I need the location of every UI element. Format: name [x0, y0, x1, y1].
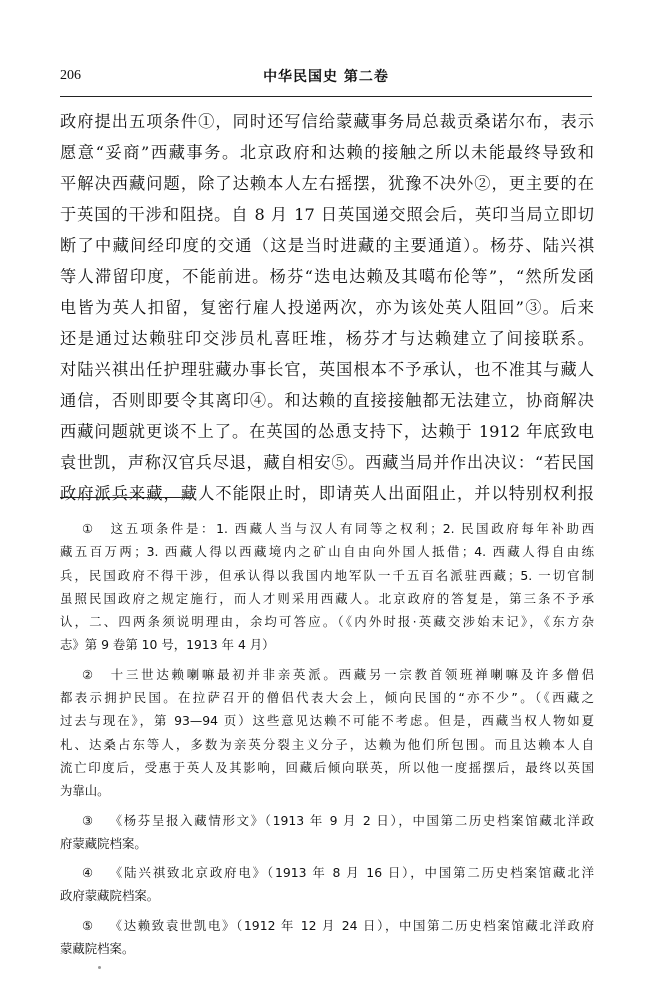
body-line: 愿意“妥商”西藏事务。北京政府和达赖的接触之所以未能最终导致和	[60, 143, 594, 162]
body-line: 西藏问题就更谈不上了。在英国的怂恿支持下，达赖于 1912 年底致电	[60, 422, 594, 441]
footnote-line: 蒙藏院档案。	[60, 941, 135, 957]
footnote-line: 府蒙藏院档案。	[60, 835, 147, 851]
footnote-line	[60, 517, 594, 540]
footnote-line: 兵，民国政府不得干涉，但承认得以我国内地军队一千五百名派驻西藏；5. 一切官制	[60, 567, 594, 583]
page-header	[60, 66, 592, 96]
footnote-text: 《陆兴祺致北京政府电》（1913 年 8 月 16 日），中国第二历史档案馆藏北洋	[108, 865, 594, 881]
footnote-2	[60, 663, 594, 803]
footnote-1	[60, 517, 594, 657]
footnote-rule	[60, 497, 192, 498]
running-title: 中华民国史 第二卷	[263, 69, 389, 85]
body-line: 断了中藏间经印度的交通（这是当时进藏的主要通道）。杨芬、陆兴祺	[60, 236, 594, 255]
footnote-marker: ⑤	[82, 917, 94, 933]
scan-speck	[98, 966, 101, 969]
footnote-line: 认，二、四两条须说明理由，余均可答应。（《内外时报·英藏交涉始末记》，《东方杂	[60, 614, 594, 630]
footnote-line: 为靠山。	[60, 783, 110, 799]
body-line: 政府派兵来藏，藏人不能限止时，即请英人出面阻止，并以特别权利报	[60, 484, 594, 503]
footnotes	[60, 517, 594, 966]
footnote-marker: ②	[82, 666, 94, 682]
body-text	[60, 106, 594, 509]
body-line: 等人滞留印度，不能前进。杨芬“迭电达赖及其噶布伦等”，“然所发函	[60, 267, 594, 286]
body-line: 通信，否则即要令其离印④。和达赖的直接接触都无法建立，协商解决	[60, 391, 594, 410]
body-line: 袁世凯，声称汉官兵尽退，藏自相安⑤。西藏当局并作出决议：“若民国	[60, 453, 594, 472]
body-line: 对陆兴祺出任护理驻藏办事长官，英国根本不予承认，也不准其与藏人	[60, 360, 594, 379]
header-rule	[60, 96, 592, 97]
body-line: 平解决西藏问题，除了达赖本人左右摇摆，犹豫不决外②，更主要的在	[60, 174, 594, 193]
footnote-line	[60, 861, 594, 884]
footnote-line: 札、达桑占东等人，多数为亲英分裂主义分子，达赖为他们所包围。而且达赖本人自	[60, 736, 594, 752]
footnote-4	[60, 861, 594, 908]
footnote-marker: ④	[82, 865, 94, 881]
body-line: 于英国的干涉和阻挠。自 8 月 17 日英国递交照会后，英印当局立即切	[60, 205, 594, 224]
footnote-text: 十三世达赖喇嘛最初并非亲英派。西藏另一宗教首领班禅喇嘛及许多僧侣	[108, 666, 594, 682]
footnote-3	[60, 809, 594, 856]
footnote-line	[60, 914, 594, 937]
footnote-text: 《杨芬呈报入藏情形文》（1913 年 9 月 2 日），中国第二历史档案馆藏北洋政	[108, 812, 594, 828]
page-number: 206	[60, 68, 81, 83]
footnote-line: 虽照民国政府之规定施行，而人才则采用西藏人。北京政府的答复是，第三条不予承	[60, 590, 594, 606]
footnote-line	[60, 809, 594, 832]
body-line: 电皆为英人扣留，复密行雇人投递两次，亦为该处英人阻回”③。后来	[60, 298, 594, 317]
footnote-text: 《达赖致袁世凯电》（1912 年 12 月 24 日），中国第二历史档案馆藏北洋政府	[108, 917, 594, 933]
footnote-line: 流亡印度后，受惠于英人及其影响，回藏后倾向联英，所以他一度摇摆后，最终以英国	[60, 759, 594, 775]
footnote-marker: ①	[82, 521, 94, 536]
footnote-line	[60, 663, 594, 686]
footnote-5	[60, 914, 594, 961]
body-line: 政府提出五项条件①，同时还写信给蒙藏事务局总裁贡桑诺尔布，表示	[60, 112, 594, 131]
body-line: 还是通过达赖驻印交涉员札喜旺堆，杨芬才与达赖建立了间接联系。	[60, 329, 594, 348]
footnote-marker: ③	[82, 812, 94, 828]
footnote-line: 藏五百万两；3. 西藏人得以西藏境内之矿山自由向外国人抵借；4. 西藏人得自由练	[60, 544, 594, 560]
footnote-line: 志》第 9 卷第 10 号，1913 年 4 月）	[60, 637, 275, 653]
footnote-line: 政府蒙藏院档案。	[60, 888, 160, 904]
footnote-line: 过去与现在》，第 93—94 页）这些意见达赖不可能不考虑。但是，西藏当权人物如夏	[60, 713, 594, 729]
footnote-text: 这五项条件是：1. 西藏人当与汉人有同等之权利；2. 民国政府每年补助西	[108, 521, 594, 536]
footnote-line: 都表示拥护民国。在拉萨召开的僧侣代表大会上，倾向民国的“亦不少”。（《西藏之	[60, 690, 594, 706]
